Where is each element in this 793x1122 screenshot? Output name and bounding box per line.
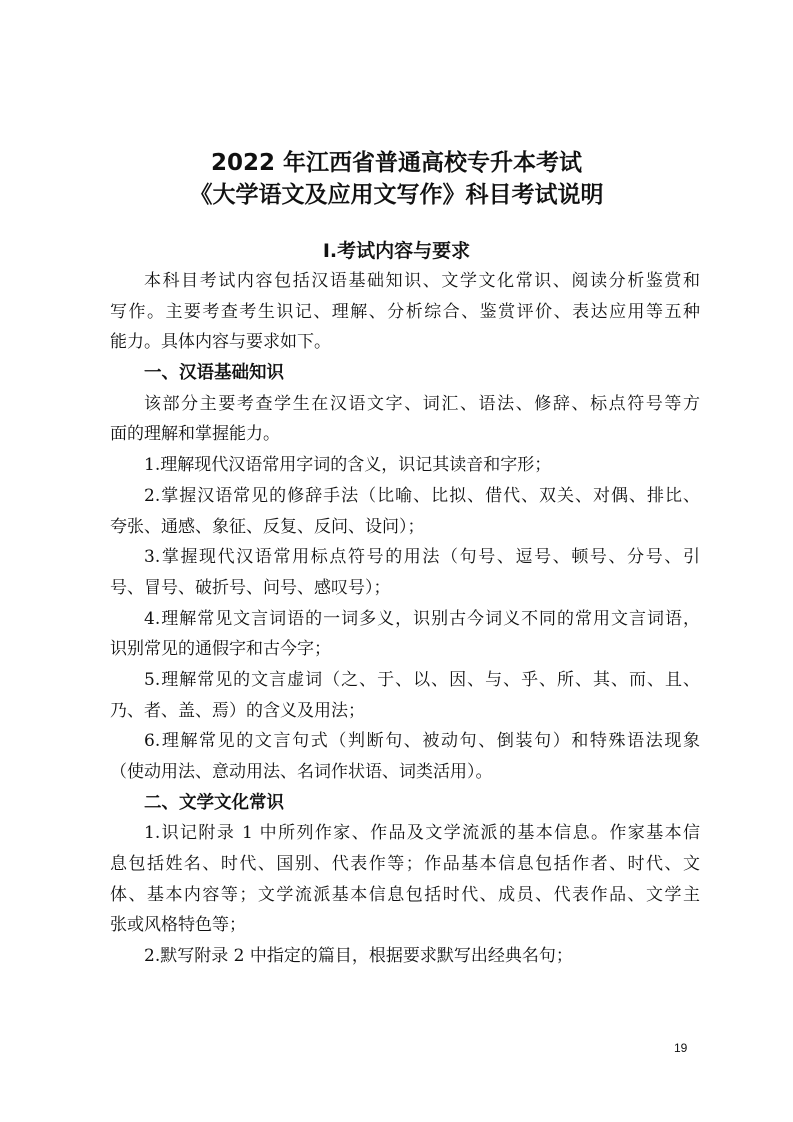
list-item: 4.理解常见文言词语的一词多义，识别古今词义不同的常用文言词语， [144,608,700,629]
list-item: 5.理解常见的文言虚词（之、于、以、因、与、乎、所、其、而、且、 [144,669,700,690]
heading-chinese-basics: 一、汉语基础知识 [144,363,284,384]
list-item-continuation: 识别常见的通假字和古今字； [110,639,331,660]
list-item-continuation: 号、冒号、破折号、问号、感叹号）； [110,577,391,598]
paragraph-line: 该部分主要考查学生在汉语文字、词汇、语法、修辞、标点符号等方 [144,393,700,414]
document-title-line-1: 2022 年江西省普通高校专升本考试 [210,150,583,176]
heading-literature-culture: 二、文学文化常识 [144,792,284,813]
list-item-continuation: 张或风格特色等； [110,915,246,936]
list-item-continuation: 体、基本内容等；文学流派基本信息包括时代、成员、代表作品、文学主 [110,884,700,905]
intro-line: 写作。主要考查考生识记、理解、分析综合、鉴赏评价、表达应用等五种 [110,301,700,322]
list-item-continuation: （使动用法、意动用法、名词作状语、词类活用）。 [110,762,493,782]
list-item-continuation: 乃、者、盖、焉）的含义及用法； [110,700,365,721]
list-item: 3.掌握现代汉语常用标点符号的用法（句号、逗号、顿号、分号、引 [144,547,700,568]
list-item: 2.掌握汉语常见的修辞手法（比喻、比拟、借代、双关、对偶、排比、 [144,485,700,506]
paragraph-line: 面的理解和掌握能力。 [110,424,280,445]
section-title: Ⅰ.考试内容与要求 [322,240,471,262]
intro-line: 能力。具体内容与要求如下。 [110,332,331,353]
list-item: 2.默写附录 2 中指定的篇目，根据要求默写出经典名句； [144,946,573,967]
list-item-continuation: 息包括姓名、时代、国别、代表作等；作品基本信息包括作者、时代、文 [110,854,700,875]
list-item: 1.理解现代汉语常用字词的含义，识记其读音和字形； [144,455,552,476]
document-title-line-2: 《大学语文及应用文写作》科目考试说明 [189,182,604,208]
list-item-continuation: 夸张、通感、象征、反复、反问、设问）； [110,516,425,537]
page-number: 19 [674,1041,688,1055]
document-body [110,266,700,972]
list-item: 1.识记附录 1 中所列作家、作品及文学流派的基本信息。作家基本信 [144,823,700,844]
intro-line: 本科目考试内容包括汉语基础知识、文学文化常识、阅读分析鉴赏和 [144,271,700,291]
list-item: 6.理解常见的文言句式（判断句、被动句、倒装句）和特殊语法现象 [144,731,700,752]
